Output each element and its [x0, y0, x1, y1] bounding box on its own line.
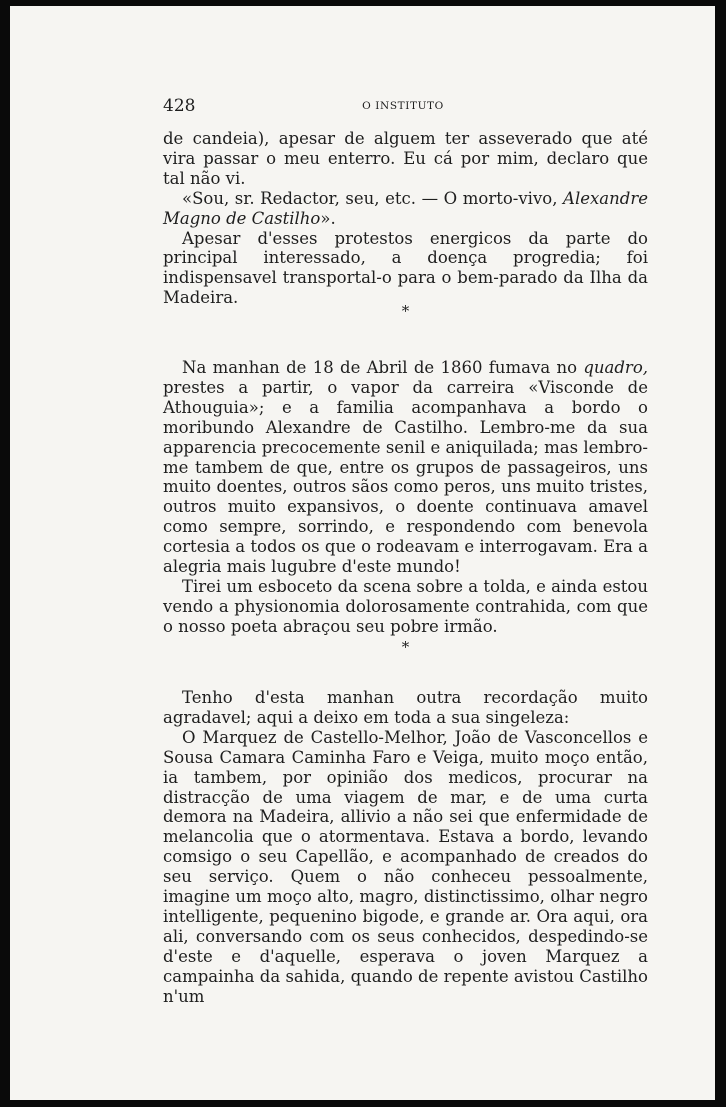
page-number: 428 — [163, 96, 196, 116]
paragraph: O Marquez de Castello-Melhor, João de Vasconcellos e Sousa Camara Caminha Faro e Veiga, muito moço então, ia tambem, por opinião dos medicos, procurar na distracção de uma viagem de mar, e de uma curta demora na Madeira, allivio a não sei que enfermidade de melancolia que o atormentava. Estava a bordo, levando comsigo o seu Capellão, e acompanhado de creados do seu serviço. Quem o não conheceu pessoalmente, imagine um moço alto, magro, distinctissimo, olhar negro intelligente, pequenino bigode, e grande ar. Ora aqui, ora ali, conversando com os seus conhecidos, despedindo-se d'este e d'aquelle, esperava o joven Marquez a campainha da sahida, quando de repente avistou Castilho n'um — [163, 727, 648, 1006]
closing-quote: ». — [320, 208, 336, 228]
paragraph — [163, 358, 648, 577]
signature-name: Alexandre Magno de Castilho — [163, 188, 648, 228]
page-header — [163, 96, 648, 118]
section-3 — [163, 688, 648, 1007]
book-page — [10, 6, 715, 1100]
section-separator: * — [401, 302, 410, 320]
paragraph: Apesar d'esses protestos energicos da parte do principal interessado, a doença progredia; foi indispensavel transportal-o para o bem-parado da Ilha da Madeira. — [163, 228, 648, 308]
paragraph: Tirei um esboceto da scena sobre a tolda, e ainda estou vendo a physionomia dolorosamente contrahida, com que o nosso poeta abraçou seu pobre irmão. — [163, 576, 648, 636]
italic-term: quadro, — [583, 358, 648, 377]
letter-closing: «Sou, sr. Redactor, seu, etc. — O morto-vivo, — [182, 188, 564, 208]
section-separator: * — [401, 638, 410, 656]
section-1 — [163, 129, 648, 308]
section-2 — [163, 358, 648, 637]
running-title: O INSTITUTO — [362, 100, 444, 112]
text-run: Na manhan de 18 de Abril de 1860 fumava no — [182, 358, 584, 377]
text-run: prestes a partir, o vapor da carreira «Visconde de Athouguia»; e a familia acompanhava a bordo o moribundo Alexandre de Castilho. Lembro-me da sua apparencia precocemente senil e aniquilada; mas lembro-me tambem de que, entre os grupos de passageiros, uns muito doentes, outros sãos como peros, uns muito tristes, outros muito expansivos, o doente continuava amavel como sempre, sorrindo, e respondendo com benevola cortesia a todos os que o rodeavam e interrogavam. Era a alegria mais lugubre d'este mundo! — [163, 377, 648, 577]
signature-paragraph — [163, 189, 648, 229]
paragraph: Tenho d'esta manhan outra recordação muito agradavel; aqui a deixo em toda a sua singeleza: — [163, 688, 648, 727]
paragraph: de candeia), apesar de alguem ter asseverado que até vira passar o meu enterro. Eu cá por mim, declaro que tal não vi. — [163, 129, 648, 188]
